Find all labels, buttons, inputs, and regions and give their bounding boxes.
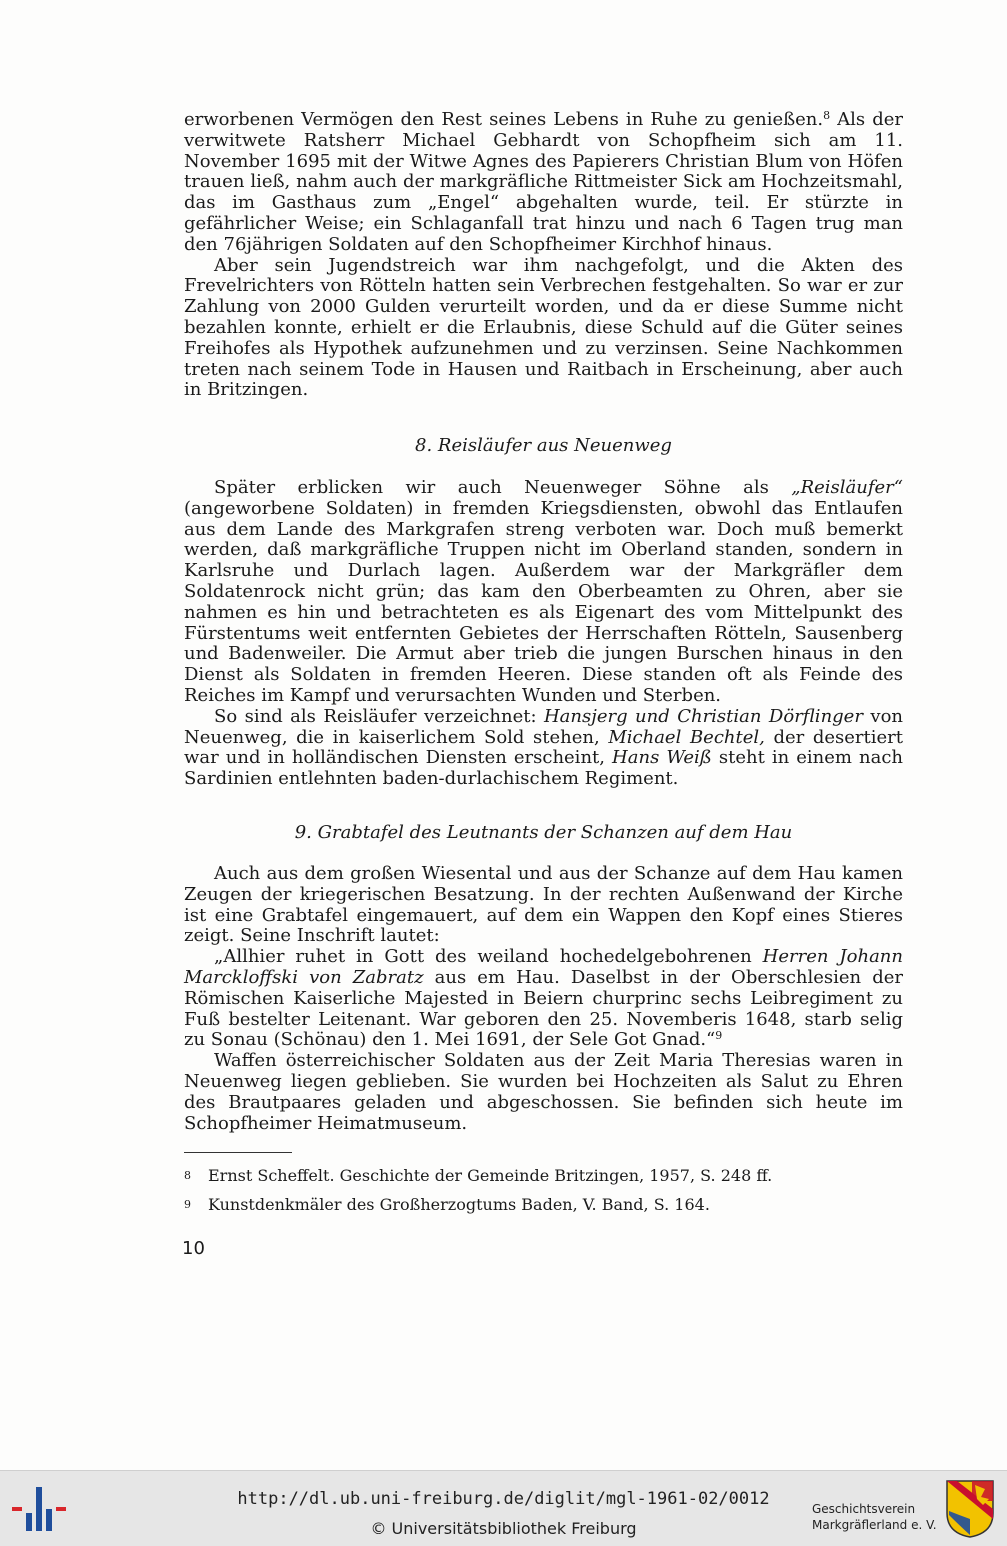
copyright-text: © Universitätsbibliothek Freiburg: [370, 1519, 637, 1538]
footnote-ref-9[interactable]: 9: [715, 1029, 723, 1043]
section-heading-9: 9. Grabtafel des Leutnants der Schanzen auf dem Hau: [294, 822, 793, 843]
footer-bar: [0, 1470, 1007, 1546]
paragraph-3: Später erblicken wir auch Neuenweger Söhne als „Reisläufer“ (angeworbene Soldaten) in fremden Kriegsdiensten, obwohl das Entlaufen aus dem Lande des Markgrafen streng verboten war. Doch muß bemerkt werden, daß markgräfliche Truppen nicht im Oberland standen, sondern in Karlsruhe und Durlach lagen. Außerdem war der Markgräfler dem Soldatenrock nicht grün; das kam den Oberbeamten zu Ohren, aber sie nahmen es hin und betrachteten es als Eigenart des vom Mittelpunkt des Fürstentums weit entfernten Gebietes der Herrschaften Rötteln, Sausenberg und Badenweiler. Die Armut aber trieb die jungen Burschen hinaus in den Dienst als Soldaten in fremden Heeren. Diese standen oft als Feinde des Reiches im Kampf und verursachten Wunden und Sterben.: [184, 477, 903, 706]
paragraph-7: Waffen österreichischer Soldaten aus der Zeit Maria Theresias waren in Neuenweg liegen geblieben. Sie wurden bei Hochzeiten als Salut zu Ehren des Brautpaares geladen und abgeschossen. Sie befinden sich heute im Schopfheimer Heimatmuseum.: [184, 1050, 903, 1134]
paragraph-5: Auch aus dem großen Wiesental und aus der Schanze auf dem Hau kamen Zeugen der kriegerischen Besatzung. In der rechten Außenwand der Kirche ist eine Grabtafel eingemauert, auf dem ein Wappen den Kopf eines Stieres zeigt. Seine Inschrift lautet:: [184, 863, 903, 947]
page-number: 10: [182, 1238, 205, 1259]
text-block-middle: [184, 478, 903, 790]
paragraph-4: So sind als Reisläufer verzeichnet: Hansjerg und Christian Dörflinger von Neuenweg, die in kaiserlichem Sold stehen, Michael Bechtel, der desertiert war und in holländischen Diensten erscheint, Hans Weiß steht in einem nach Sardinien entlehnten baden-durlachischem Regiment.: [184, 705, 904, 790]
footnote-divider: [184, 1152, 292, 1153]
paragraph-2: Aber sein Jugendstreich war ihm nachgefolgt, und die Akten des Frevelrichters von Rötteln hatten sein Verbrechen festgehalten. So war er zur Zahlung von 2000 Gulden verurteilt worden, und da er diese Summe nicht bezahlen konnte, erhielt er die Erlaubnis, diese Schuld auf die Güter seines Freihofes als Hypothek aufzunehmen und zu verzinsen. Seine Nachkommen treten nach seinem Tode in Hausen und Raitbach in Erscheinung, aber auch in Britzingen.: [184, 254, 903, 401]
document-url-link[interactable]: http://dl.ub.uni-freiburg.de/diglit/mgl-1961-02/0012: [237, 1489, 770, 1509]
footnote-8: 8 Ernst Scheffelt. Geschichte der Gemeinde Britzingen, 1957, S. 248 ff.: [184, 1166, 773, 1185]
text-block-top: [184, 110, 903, 401]
footnote-9: 9 Kunstdenkmäler des Großherzogtums Baden, V. Band, S. 164.: [184, 1195, 710, 1214]
paragraph-1: erworbenen Vermögen den Rest seines Lebens in Ruhe zu genießen.$^8$ Als der verwitwete Ratsherr Michael Gebhardt von Schopfheim sich am 11. November 1695 mit der Witwe Agnes des Papierers Christian Blum von Höfen trauen ließ, nahm auch der markgräfliche Rittmeister Sick am Hochzeitsmahl, das im Gasthaus zum „Engel“ abgehalten wurde, teil. Er stürzte in gefährlicher Weise; ein Schlaganfall trat hinzu und nach 6 Tagen trug man den 76jährigen Soldaten auf den Schopfheimer Kirchhof hinaus.: [184, 109, 904, 255]
footnote-ref-8[interactable]: 8: [823, 109, 831, 122]
section-heading-8: 8. Reisläufer aus Neuenweg: [415, 435, 672, 456]
coat-of-arms-icon[interactable]: [945, 1479, 995, 1539]
text-block-bottom: [184, 864, 903, 1134]
society-name: Geschichtsverein Markgräflerland e. V.: [812, 1502, 937, 1532]
paragraph-6: „Allhier ruhet in Gott des weiland hochedelgebohrenen Herren Johann Marckloffski von Zabratz aus em Hau. Daselbst in der Oberschlesien der Römischen Kaiserliche Majested in Beiern churprinc sechs Leibregiment zu Fuß bestelter Leitenant. War geboren den 25. Novemberis 1648, starb selig zu Sonau (Schönau) den 1. Mei 1691, der Sele Got Gnad.“$^9$: [184, 946, 904, 1051]
